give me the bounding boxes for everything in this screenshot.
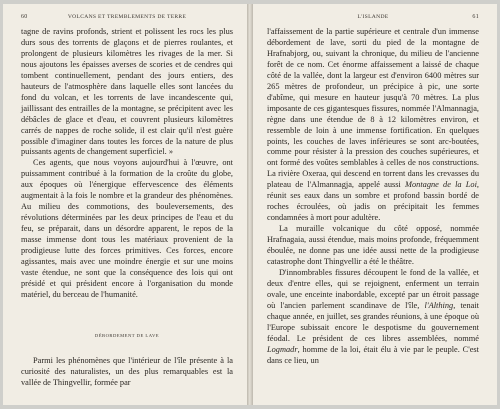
left-page-body [21, 27, 233, 389]
left-page-header [21, 14, 233, 23]
paragraph [267, 268, 479, 367]
text-run: , réunit ses eaux dans un sombre et profond bassin bordé de roches écroulées, où jadis on précipitait les femmes condamnées à mort pour adultère. [267, 180, 479, 223]
right-page-header [267, 14, 479, 23]
paragraph: Ces agents, que nous voyons aujourd'hui à l'œuvre, ont puissamment contribué à la formation de la croûte du globe, aux époques où l'énergique effervescence des éléments augmentait à la fois le nombre et la grandeur des phénomènes. Au milieu des commotions, des bouleversements, des révolutions déterminées par les deux principes de l'eau et du feu, se préparait, dans un désordre apparent, le repos de la masse immense dont tous les matériaux provenient de la prodigieuse lutte des forces primitives. Ces forces, encore agissantes, mais avec une moindre énergie et sur une moins vaste étendue, ne sont que la conséquence des lois qui ont présidé et qui président encore à l'organisation du monde matériel, du berceau de l'humanité. [21, 158, 233, 299]
right-page-body [267, 27, 479, 367]
italic-term: Logmadr [267, 344, 298, 354]
italic-term: Montagne de la Loi [405, 180, 477, 190]
text-run: , homme de la loi, était élu à vie par le peuple. C'est dans ce lieu, un [267, 344, 479, 365]
text-run: l'affaissement de la partie supérieure et centrale d'un immense débordement de lave, sorti du pied de la montagne de Hrafnabjorg, ou, suivant la chronique, du milieu de l'ancienne forêt de ce nom. Cet énorme affaissement a laissé de chaque côté de la vallée, dont la largeur est d'environ 6400 mètres sur 265 mètres de profondeur, un précipice à pic, une sorte d'abîme, qui mesure en hauteur jusqu'à 70 mètres. La plus imposante de ces gigantesques fissures, nommée l'Almannagja, règne dans une étendue de 8 à 12 kilomètres environ, et ressemble de loin à une immense fortification. En quelques points, les couches de laves inférieures se sont arc-boutées, comme pour résister à la pression des couches supérieures, et ont formé des voûtes semblables à celles de nos constructions. La rivière Oxeraa, qui descend en torrent dans les crevasses du plateau de l'Almannagja, appelé aussi [267, 27, 479, 190]
italic-term: l'Althing [424, 300, 454, 310]
text-run: D'innombrables fissures découpent le fond de la vallée, et deux d'entre elles, qui se rejoignent, enferment un terrain ovale, une enceinte inabordable, excepté par un étroit passage où l'ancien parlement scandinave de l'île, [267, 267, 479, 310]
page-number: 60 [21, 14, 28, 20]
paragraph [267, 27, 479, 224]
paragraph: Parmi les phénomènes que l'intérieur de l'île présente à la curiosité des naturalistes, un des plus remarquables est la vallée de Thingvellir, formée par [21, 355, 233, 387]
section-heading: DÉBORDEMENT DE LAVE [94, 332, 160, 338]
page-number: 61 [472, 14, 479, 20]
paragraph: tagne de ravins profonds, strient et polissent les rocs les plus durs sous des torrents de glaçons et de pierres roulantes, et prolongent de plusieurs kilomètres les rivages de la mer. Si nous ajoutons les épaisses averses de scories et de cendres qui tombent continuellement, pendant des jours entiers, des hauteurs de l'atmosphère dans laquelle elles sont lancées du fond du volcan, et les torrents de lave incandescente qui, jaillissant des entrailles de la montagne, se précipitent avec les débâcles de glace et d'eau, et couvrent plusieurs kilomètres carrés de nappes de roche solide, il est clair qu'il n'est guère possible d'imaginer dans toutes les forces de la nature de plus puissants agents de changement superficiel. » [21, 27, 233, 157]
right-page [253, 4, 497, 405]
running-head: L'ISLANDE [357, 14, 389, 20]
running-head: VOLCANS ET TREMBLEMENTS DE TERRE [67, 14, 187, 20]
left-page [3, 4, 247, 405]
paragraph: La muraille volcanique du côté opposé, nommée Hrafnagaia, aussi étendue, mais moins profonde, fréquemment éboulée, ne donne pas une idée aussi nette de la prodigieuse catastrophe dont Thingvellir a été le théâtre. [267, 224, 479, 267]
text-run: , tenait chaque année, en juillet, ses grandes réunions, à une époque où l'Europe subissait encore le despotisme du gouvernement féodal. Le président de ces libres assemblées, nommé [267, 300, 479, 343]
